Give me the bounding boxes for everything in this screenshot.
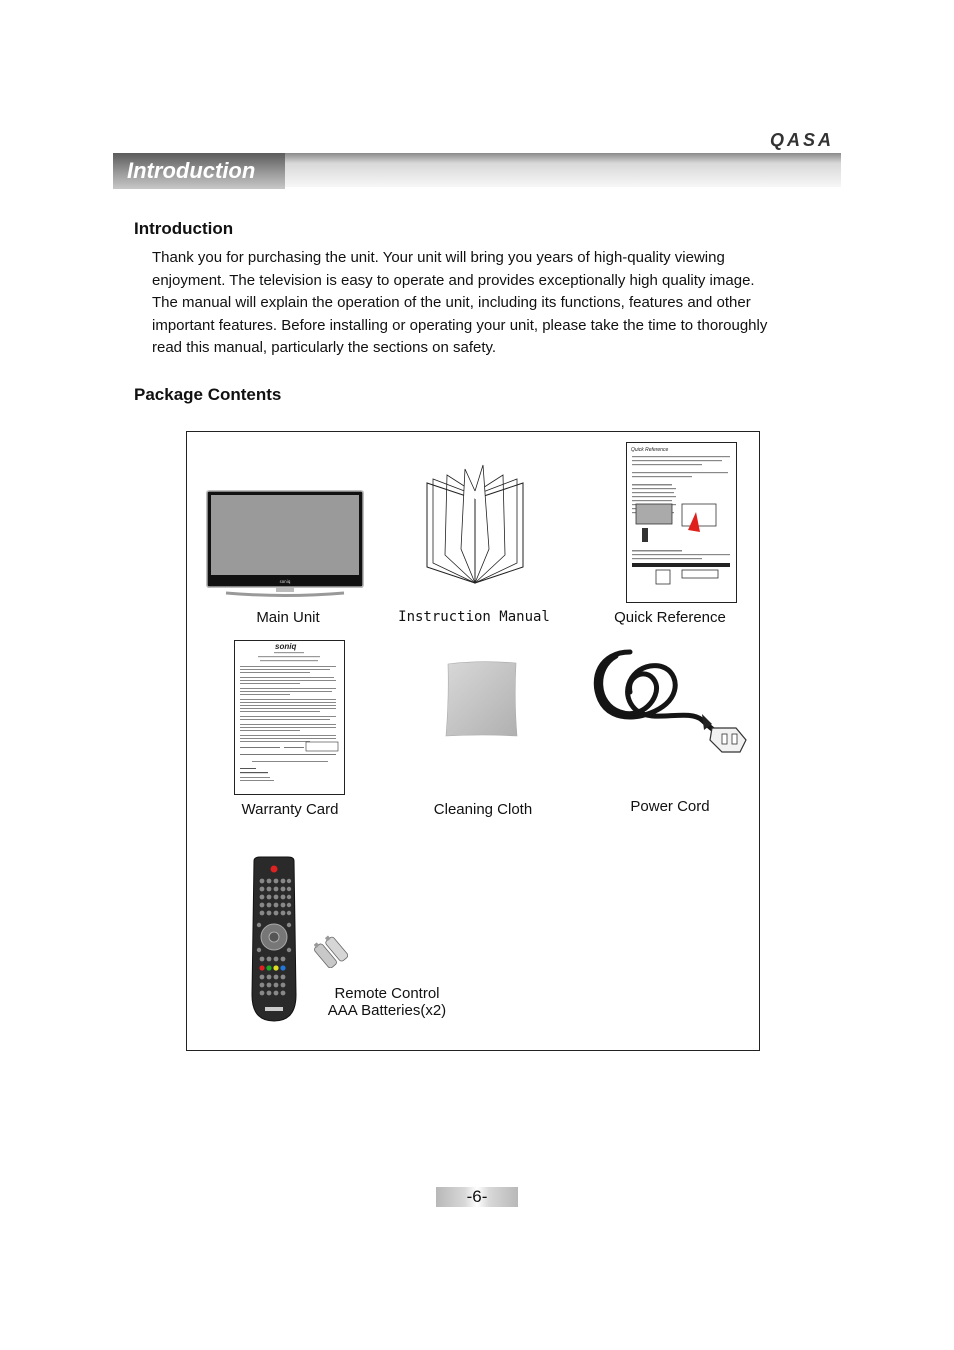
- instruction-manual-label: Instruction Manual: [398, 609, 550, 625]
- power-cord-label: Power Cord: [630, 798, 710, 815]
- package-heading: Package Contents: [134, 385, 282, 404]
- intro-line: enjoyment. The television is easy to operate and provides exceptionally high quality image.: [152, 271, 755, 289]
- intro-line: read this manual, particularly the sections on safety.: [152, 339, 497, 356]
- battery-icon: [314, 932, 348, 968]
- intro-line: The manual will explain the operation of the unit, including its functions, features and other: [152, 294, 751, 311]
- warranty-card-label: Warranty Card: [241, 801, 339, 818]
- quick-reference-label: Quick Reference: [614, 609, 726, 626]
- remote-control-icon: [250, 855, 298, 1023]
- power-cord-icon: [590, 648, 750, 768]
- page-number: -6-: [466, 1187, 488, 1206]
- svg-text:soniq: soniq: [279, 579, 291, 584]
- remote-control-label: Remote Control: [334, 985, 440, 1002]
- cleaning-cloth-label: Cleaning Cloth: [433, 801, 533, 818]
- main-unit-label: Main Unit: [256, 609, 320, 626]
- warranty-doc-logo: soniq: [275, 642, 297, 651]
- section-title: Introduction: [127, 158, 256, 183]
- warranty-card-icon: [234, 640, 346, 796]
- intro-heading: Introduction: [134, 219, 234, 238]
- intro-line: important features. Before installing or operating your unit, please take the time to thoroughly: [152, 316, 768, 334]
- open-book-icon: [425, 463, 527, 591]
- batteries-label: AAA Batteries(x2): [327, 1002, 447, 1019]
- intro-line: Thank you for purchasing the unit. Your unit will bring you years of high-quality viewing: [152, 249, 725, 266]
- cloth-icon: [444, 660, 520, 738]
- document-icon: [626, 442, 738, 604]
- page-number-badge: [436, 1187, 518, 1207]
- intro-paragraph: [152, 247, 792, 360]
- tv-icon: [206, 490, 364, 600]
- brand-logo: QASA: [770, 130, 835, 150]
- quick-reference-doc-title: Quick Reference: [631, 447, 669, 453]
